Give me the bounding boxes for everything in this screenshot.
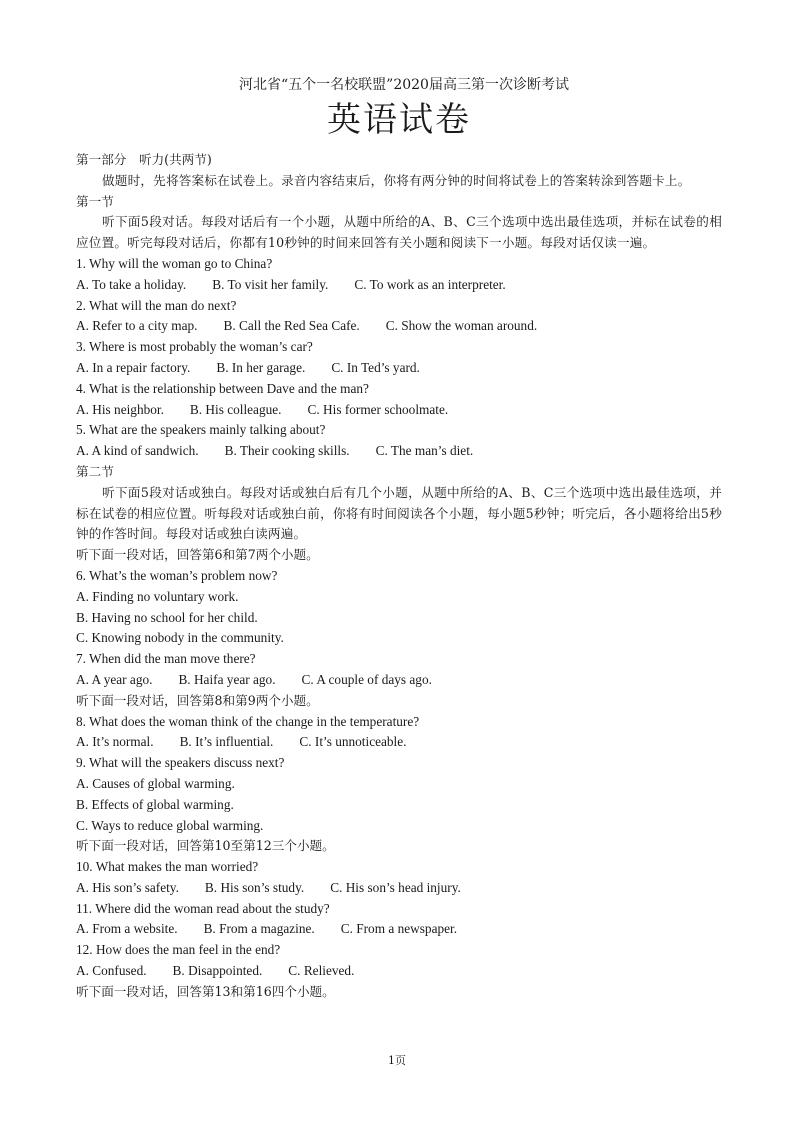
group-instruction: 听下面一段对话，回答第8和第9两个小题。 — [76, 692, 319, 708]
option-b: B. Having no school for her child. — [76, 609, 258, 625]
option-row — [76, 400, 722, 421]
option-b: B. In her garage. — [216, 359, 306, 375]
option-b: B. His son’s study. — [204, 879, 305, 895]
exam-title: 河北省“五个一名校联盟”2020届高三第一次诊断考试 — [239, 77, 569, 93]
option-row — [76, 732, 722, 753]
option-row — [76, 919, 722, 940]
option-b: B. Disappointed. — [172, 963, 263, 979]
question-stem: 1. Why will the woman go to China? — [76, 255, 273, 271]
option-row — [76, 961, 722, 982]
option-row — [76, 358, 722, 379]
question-stem: 5. What are the speakers mainly talking about? — [76, 422, 326, 438]
option-b: B. His colleague. — [189, 401, 282, 417]
option-b: B. Their cooking skills. — [224, 443, 350, 459]
section-instructions: 听下面5段对话。每段对话后有一个小题，从题中所给的A、B、C三个选项中选出最佳选项，并标在试卷的相应位置。听完每段对话后，你都有10秒钟的时间来回答有关小题和阅读下一小题。每段对话仅读一遍。 — [76, 214, 722, 251]
group-instruction: 听下面一段对话，回答第10至第12三个小题。 — [76, 838, 335, 854]
section-heading: 第二节 — [76, 463, 114, 479]
option-b: B. From a magazine. — [203, 921, 315, 937]
option-c: C. Show the woman around. — [385, 318, 538, 334]
option-row — [76, 670, 722, 691]
option-row — [76, 275, 722, 296]
option-a: A. His son’s safety. — [76, 879, 179, 895]
option-b: B. Effects of global warming. — [76, 796, 234, 812]
question-stem: 6. What’s the woman’s problem now? — [76, 567, 278, 583]
option-b: B. It’s influential. — [179, 734, 274, 750]
section-heading: 第一节 — [76, 193, 114, 209]
option-b: B. To visit her family. — [212, 276, 329, 292]
option-c: C. Ways to reduce global warming. — [76, 817, 264, 833]
question-stem: 3. Where is most probably the woman’s car? — [76, 339, 313, 355]
option-a: A. Refer to a city map. — [76, 318, 198, 334]
option-a: A. In a repair factory. — [76, 359, 191, 375]
part-instructions: 做题时，先将答案标在试卷上。录音内容结束后，你将有两分钟的时间将试卷上的答案转涂到答题卡上。 — [102, 172, 691, 188]
question-stem: 2. What will the man do next? — [76, 297, 237, 313]
option-c: C. To work as an interpreter. — [354, 276, 506, 292]
option-a: A. To take a holiday. — [76, 276, 187, 292]
option-c: C. Relieved. — [288, 963, 355, 979]
option-c: C. A couple of days ago. — [301, 671, 432, 687]
option-a: A. Causes of global warming. — [76, 775, 235, 791]
exam-page — [76, 76, 722, 1003]
option-row — [76, 878, 722, 899]
option-row — [76, 441, 722, 462]
question-stem: 10. What makes the man worried? — [76, 859, 259, 875]
option-a: A. It’s normal. — [76, 734, 154, 750]
option-c: C. In Ted’s yard. — [331, 359, 420, 375]
page-number: 1页 — [388, 1054, 406, 1067]
option-b: B. Call the Red Sea Cafe. — [223, 318, 360, 334]
question-stem: 8. What does the woman think of the change in the temperature? — [76, 713, 420, 729]
option-c: C. His son’s head injury. — [330, 879, 461, 895]
option-a: A. A kind of sandwich. — [76, 443, 199, 459]
option-c: C. The man’s diet. — [375, 443, 474, 459]
question-stem: 11. Where did the woman read about the study? — [76, 900, 330, 916]
option-a: A. A year ago. — [76, 671, 153, 687]
question-stem: 12. How does the man feel in the end? — [76, 942, 281, 958]
option-a: A. Finding no voluntary work. — [76, 588, 239, 604]
part-heading: 第一部分 听力(共两节) — [76, 152, 212, 167]
option-a: A. Confused. — [76, 963, 147, 979]
option-b: B. Haifa year ago. — [178, 671, 276, 687]
option-c: C. Knowing nobody in the community. — [76, 630, 284, 646]
option-row — [76, 316, 722, 337]
group-instruction: 听下面一段对话，回答第6和第7两个小题。 — [76, 547, 319, 563]
subject-title: 英语试卷 — [327, 100, 471, 140]
question-stem: 4. What is the relationship between Dave and the man? — [76, 380, 369, 396]
option-c: C. It’s unnoticeable. — [299, 734, 407, 750]
option-c: C. From a newspaper. — [340, 921, 458, 937]
group-instruction: 听下面一段对话，回答第13和第16四个小题。 — [76, 983, 335, 999]
question-stem: 9. What will the speakers discuss next? — [76, 755, 285, 771]
option-c: C. His former schoolmate. — [307, 401, 449, 417]
option-a: A. From a website. — [76, 921, 178, 937]
option-a: A. His neighbor. — [76, 401, 164, 417]
question-stem: 7. When did the man move there? — [76, 651, 256, 667]
section-instructions: 听下面5段对话或独白。每段对话或独白后有几个小题，从题中所给的A、B、C三个选项中选出最佳选项，并标在试卷的相应位置。听每段对话或独白前，你将有时间阅读各个小题，每小题5秒钟；听完后，各小题将给出5秒钟的作答时间。每段对话或独白读两遍。 — [76, 484, 722, 542]
